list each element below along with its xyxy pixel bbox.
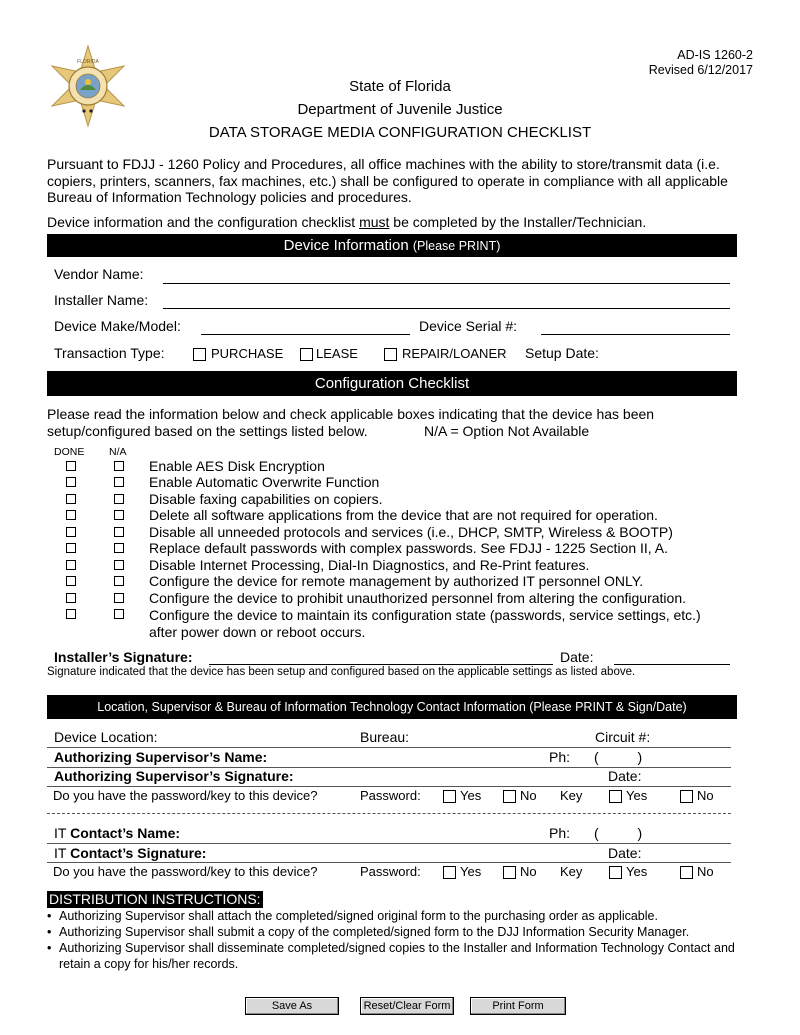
divider: [47, 843, 731, 844]
supervisor-phone-parens: ( ): [594, 749, 643, 765]
it-key-yes-checkbox[interactable]: [609, 866, 622, 879]
it-date-label: Date:: [608, 845, 642, 861]
key-yes-checkbox[interactable]: [609, 790, 622, 803]
distribution-list: [47, 908, 757, 972]
installer-signature-label: Installer’s Signature:: [54, 649, 193, 665]
it-contact-signature-prefix: IT: [54, 845, 71, 861]
key-no-checkbox[interactable]: [680, 790, 693, 803]
na-checkbox-2[interactable]: [114, 477, 124, 487]
intro-requirement-a: Device information and the configuration checklist: [47, 214, 360, 230]
password-yes-label: Yes: [460, 788, 482, 803]
password-yes-checkbox[interactable]: [443, 790, 456, 803]
na-checkbox-7[interactable]: [114, 560, 124, 570]
lease-checkbox[interactable]: [300, 348, 313, 361]
bureau-label: Bureau:: [360, 729, 410, 745]
purchase-label: PURCHASE: [211, 346, 284, 361]
it-phone-label: Ph:: [549, 825, 571, 841]
done-checkbox-5[interactable]: [66, 527, 76, 537]
checklist-item: Configure the device for remote management by authorized IT personnel ONLY.: [149, 573, 644, 589]
na-checkbox-6[interactable]: [114, 543, 124, 553]
done-checkbox-6[interactable]: [66, 543, 76, 553]
intro-requirement-must: must: [359, 214, 390, 230]
supervisor-phone-label: Ph:: [549, 749, 571, 765]
device-location-label: Device Location:: [54, 729, 158, 745]
contact-info-header: Location, Supervisor & Bureau of Information Technology Contact Information (Please PRINT & Sign/Date): [47, 695, 737, 719]
intro-requirement-b: be completed by the Installer/Technician.: [389, 214, 647, 230]
divider: [47, 786, 731, 787]
na-checkbox-8[interactable]: [114, 576, 124, 586]
intro-requirement: [47, 214, 747, 231]
password-question: Do you have the password/key to this device?: [53, 788, 318, 803]
list-item: • Authorizing Supervisor shall submit a copy of the completed/signed form to the DJJ Information Security Manager.: [47, 924, 757, 940]
key-yes-label: Yes: [626, 864, 648, 879]
checklist-instructions-1: Please read the information below and check applicable boxes indicating that the device has been: [47, 406, 655, 422]
distribution-title: DISTRIBUTION INSTRUCTIONS:: [49, 891, 261, 907]
done-checkbox-1[interactable]: [66, 461, 76, 471]
it-password-no-checkbox[interactable]: [503, 866, 516, 879]
divider: [47, 747, 731, 748]
installer-name-label: Installer Name:: [54, 292, 149, 308]
done-checkbox-9[interactable]: [66, 593, 76, 603]
checklist-item: Disable Internet Processing, Dial-In Diagnostics, and Re-Print features.: [149, 557, 590, 573]
vendor-name-label: Vendor Name:: [54, 266, 144, 282]
it-phone-parens: ( ): [594, 825, 643, 841]
supervisor-signature-label: Authorizing Supervisor’s Signature:: [54, 768, 294, 784]
checklist-header: Configuration Checklist: [47, 371, 737, 396]
key-no-label: No: [697, 864, 714, 879]
key-label: Key: [560, 788, 583, 803]
na-note: N/A = Option Not Available: [424, 423, 590, 439]
it-key-no-checkbox[interactable]: [680, 866, 693, 879]
header-department: Department of Juvenile Justice: [297, 101, 503, 118]
divider: [47, 862, 731, 863]
intro-paragraph: Pursuant to FDJJ - 1260 Policy and Procedures, all office machines with the ability to store/transmit data (i.e. copiers, printers, scanners, fax machines, etc.) shall be configured to operate in compliance with all applicable Bureau of Information Technology policies and procedures.: [47, 156, 728, 205]
installer-date-label: Date:: [560, 649, 594, 665]
na-checkbox-4[interactable]: [114, 510, 124, 520]
it-contact-name-text: Contact’s Name:: [70, 825, 181, 841]
installer-date-field[interactable]: [614, 664, 730, 665]
checklist-item: Replace default passwords with complex passwords. See FDJJ - 1225 Section II, A.: [149, 540, 669, 556]
transaction-type-label: Transaction Type:: [54, 345, 165, 361]
print-form-button[interactable]: Print Form: [470, 997, 566, 1015]
password-label: Password:: [360, 864, 421, 879]
password-no-label: No: [520, 788, 537, 803]
na-checkbox-3[interactable]: [114, 494, 124, 504]
na-checkbox-10[interactable]: [114, 609, 124, 619]
na-checkbox-5[interactable]: [114, 527, 124, 537]
password-no-checkbox[interactable]: [503, 790, 516, 803]
list-item: • Authorizing Supervisor shall attach the completed/signed original form to the purchasing order as applicable.: [47, 908, 757, 924]
serial-field[interactable]: [541, 334, 730, 335]
done-column-header: DONE: [54, 446, 85, 458]
form-revised-date: Revised 6/12/2017: [648, 63, 753, 77]
device-info-header: [47, 234, 737, 257]
list-item: • Authorizing Supervisor shall disseminate completed/signed copies to the Installer and Information Technology Contact and retain a copy for his/her records.: [47, 940, 757, 972]
checklist-item: Enable AES Disk Encryption: [149, 458, 325, 474]
password-yes-label: Yes: [460, 864, 482, 879]
na-checkbox-9[interactable]: [114, 593, 124, 603]
installer-signature-field[interactable]: [209, 664, 553, 665]
repair-loaner-label: REPAIR/LOANER: [402, 346, 507, 361]
password-question: Do you have the password/key to this device?: [53, 864, 318, 879]
checklist-item: Disable faxing capabilities on copiers.: [149, 491, 383, 507]
password-label: Password:: [360, 788, 421, 803]
done-checkbox-3[interactable]: [66, 494, 76, 504]
lease-label: LEASE: [316, 346, 358, 361]
installer-name-field[interactable]: [163, 308, 730, 309]
device-info-title: Device Information: [283, 237, 409, 254]
save-as-button[interactable]: Save As: [245, 997, 339, 1015]
checklist-item-continuation: after power down or reboot occurs.: [149, 624, 366, 640]
checklist-item: Configure the device to prohibit unauthorized personnel from altering the configuration.: [149, 590, 686, 606]
done-checkbox-4[interactable]: [66, 510, 76, 520]
signature-note: Signature indicated that the device has been setup and configured based on the applicable settings as listed above.: [47, 666, 636, 678]
serial-label: Device Serial #:: [419, 318, 518, 334]
device-info-title-note: (Please PRINT): [412, 239, 501, 253]
password-no-label: No: [520, 864, 537, 879]
supervisor-name-label: Authorizing Supervisor’s Name:: [54, 749, 268, 765]
repair-loaner-checkbox[interactable]: [384, 348, 397, 361]
make-model-label: Device Make/Model:: [54, 318, 181, 334]
form-number-block: [649, 48, 753, 78]
circuit-label: Circuit #:: [595, 729, 651, 745]
it-contact-signature-text: Contact’s Signature:: [70, 845, 207, 861]
form-number: AD-IS 1260-2: [677, 48, 753, 62]
done-checkbox-7[interactable]: [66, 560, 76, 570]
done-checkbox-10[interactable]: [66, 609, 76, 619]
purchase-checkbox[interactable]: [193, 348, 206, 361]
na-column-header: N/A: [109, 446, 127, 458]
checklist-item: Delete all software applications from the device that are not required for operation.: [149, 507, 658, 523]
done-checkbox-8[interactable]: [66, 576, 76, 586]
vendor-name-field[interactable]: [163, 283, 730, 284]
dashed-divider: [47, 813, 731, 814]
it-contact-name-label: [54, 825, 180, 841]
header-state: State of Florida: [349, 78, 451, 95]
header-form-title: DATA STORAGE MEDIA CONFIGURATION CHECKLIST: [208, 124, 592, 141]
key-yes-label: Yes: [626, 788, 648, 803]
checklist-instructions-2: setup/configured based on the settings listed below.: [47, 423, 368, 439]
it-contact-signature-label: [54, 845, 206, 861]
make-model-field[interactable]: [201, 334, 410, 335]
done-checkbox-2[interactable]: [66, 477, 76, 487]
key-no-label: No: [697, 788, 714, 803]
checklist-item: Enable Automatic Overwrite Function: [149, 474, 380, 490]
seal-top-text: FLORIDA: [77, 59, 99, 65]
checklist-item: Disable all unneeded protocols and services (i.e., DHCP, SMTP, Wireless & BOOTP): [149, 524, 673, 540]
checklist-item: Configure the device to maintain its configuration state (passwords, service settings, etc.): [149, 607, 701, 623]
supervisor-date-label: Date:: [608, 768, 642, 784]
it-contact-name-prefix: IT: [54, 825, 71, 841]
key-label: Key: [560, 864, 583, 879]
na-checkbox-1[interactable]: [114, 461, 124, 471]
setup-date-label: Setup Date:: [525, 345, 599, 361]
it-password-yes-checkbox[interactable]: [443, 866, 456, 879]
reset-form-button[interactable]: Reset/Clear Form: [360, 997, 454, 1015]
